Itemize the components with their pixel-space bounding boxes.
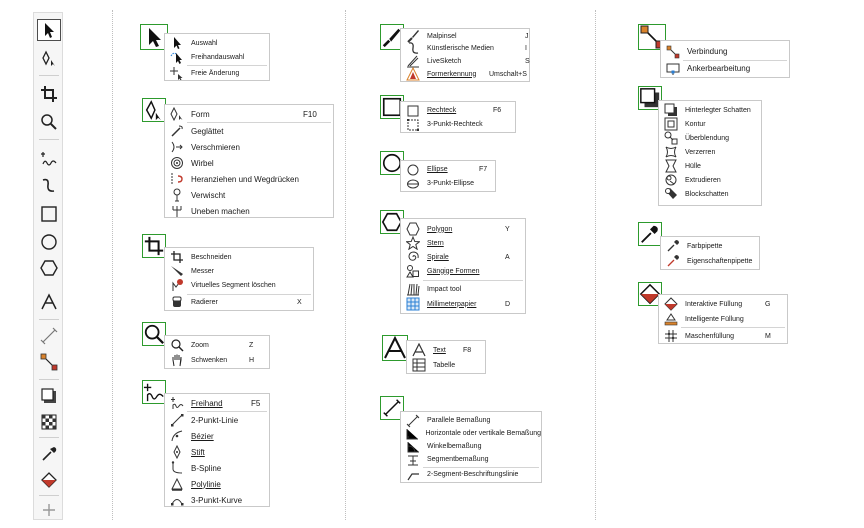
- menu-item-bezier[interactable]: Bézier: [165, 429, 269, 443]
- menu-item-wirbel[interactable]: Wirbel: [165, 156, 333, 170]
- menu-item-2-segment-beschriftungslinie[interactable]: 2-Segment-Beschriftungslinie: [401, 468, 541, 481]
- bezier-icon: [169, 428, 185, 444]
- three-point-curve-icon: [169, 492, 185, 508]
- shape-group-header: [142, 98, 166, 122]
- ellipse-tool-icon[interactable]: [37, 231, 61, 253]
- menu-item-virtuelles-segment[interactable]: Virtuelles Segment löschen: [165, 278, 313, 292]
- freehand-icon: [169, 395, 185, 411]
- menu-item-kontur[interactable]: Kontur: [659, 117, 761, 131]
- crop-group-header: [142, 234, 166, 258]
- roughen-icon: [169, 203, 185, 219]
- menu-item-extrudieren[interactable]: Extrudieren: [659, 173, 761, 187]
- menu-item-heranziehen[interactable]: Heranziehen und Wegdrücken: [165, 172, 333, 186]
- menu-item-tabelle[interactable]: Tabelle: [407, 358, 485, 372]
- freehand-pick-icon: [169, 49, 185, 65]
- menu-item-farbpipette[interactable]: Farbpipette: [661, 239, 759, 253]
- menu-item-stern[interactable]: Stern: [401, 236, 525, 250]
- smudge-icon: [169, 187, 185, 203]
- text-flyout-menu: [406, 340, 486, 374]
- eyedropper-group-header: [638, 222, 662, 246]
- smart-drawing-icon: [405, 66, 421, 82]
- menu-item-messer[interactable]: Messer: [165, 264, 313, 278]
- pen-icon: [169, 444, 185, 460]
- anchor-edit-icon: [665, 61, 681, 77]
- zoom-group-header: [142, 322, 166, 346]
- table-icon: [411, 357, 427, 373]
- menu-item-3-punkt-rechteck[interactable]: 3-Punkt-Rechteck: [401, 118, 515, 131]
- polygon-flyout-menu: [400, 218, 526, 314]
- menu-item-millimeterpapier[interactable]: Millimeterpapier D: [401, 297, 525, 311]
- eyedropper-tool-icon[interactable]: [37, 443, 61, 465]
- media-flyout-menu: [400, 28, 530, 82]
- rectangle-tool-icon[interactable]: [37, 203, 61, 225]
- segment-dimension-icon: [405, 452, 421, 468]
- menu-item-spirale[interactable]: Spirale A: [401, 250, 525, 264]
- shape-icon: [169, 106, 185, 122]
- eyedropper-flyout-menu: [660, 236, 760, 270]
- eraser-icon: [169, 294, 185, 310]
- three-point-rectangle-icon: [405, 117, 421, 133]
- smooth-icon: [169, 123, 185, 139]
- menu-item-text[interactable]: Text F8: [407, 343, 485, 357]
- menu-item-verwischt[interactable]: Verwischt: [165, 188, 333, 202]
- menu-item-rechteck[interactable]: Rechteck F6: [401, 104, 515, 117]
- block-shadow-icon: [663, 186, 679, 202]
- transparency-tool-icon[interactable]: [37, 411, 61, 433]
- menu-item-2-punkt-linie[interactable]: 2-Punkt-Linie: [165, 413, 269, 427]
- dimension-flyout-menu: [400, 411, 542, 483]
- text-icon: [411, 342, 427, 358]
- menu-item-kuenstlerische-medien[interactable]: Künstlerische Medien I: [401, 42, 529, 54]
- menu-item-freie-aenderung[interactable]: Freie Änderung: [165, 66, 269, 80]
- menu-item-uneben-machen[interactable]: Uneben machen: [165, 204, 333, 218]
- menu-item-huelle[interactable]: Hülle: [659, 159, 761, 173]
- freehand-flyout-menu: [164, 393, 270, 507]
- ellipse-flyout-menu: [400, 160, 496, 192]
- graph-paper-icon: [405, 296, 421, 312]
- menu-item-segmentbemassung[interactable]: Segmentbemaßung: [401, 453, 541, 466]
- text-group-header: [382, 335, 408, 361]
- attract-repel-icon: [169, 171, 185, 187]
- menu-item-freihand[interactable]: Freihand F5: [165, 396, 269, 410]
- smear-icon: [169, 139, 185, 155]
- shape-tool-icon[interactable]: [37, 47, 61, 69]
- rectangle-flyout-menu: [400, 101, 516, 133]
- menu-item-b-spline[interactable]: B-Spline: [165, 461, 269, 475]
- menu-item-winkelbemassung[interactable]: Winkelbemaßung: [401, 440, 541, 453]
- menu-item-beschneiden[interactable]: Beschneiden: [165, 250, 313, 264]
- menu-item-stift[interactable]: Stift: [165, 445, 269, 459]
- connector-flyout-menu: [660, 40, 790, 78]
- connector-icon: [665, 44, 681, 60]
- mesh-fill-icon: [663, 328, 679, 344]
- menu-item-horizontale-bemassung[interactable]: Horizontale oder vertikale Bemaßung: [401, 427, 541, 440]
- menu-item-formerkennung[interactable]: Formerkennung Umschalt+S: [401, 68, 529, 80]
- toolbox: [33, 12, 63, 520]
- pan-hand-icon: [169, 352, 185, 368]
- menu-item-gaengige-formen[interactable]: Gängige Formen: [401, 264, 525, 278]
- pick-tool-icon[interactable]: [37, 19, 61, 41]
- crop-tool-icon[interactable]: [37, 83, 61, 105]
- smart-fill-icon: [663, 311, 679, 327]
- menu-item-blockschatten[interactable]: Blockschatten: [659, 187, 761, 201]
- menu-item-schwenken[interactable]: Schwenken H: [165, 353, 269, 367]
- crop-flyout-menu: [164, 247, 314, 311]
- menu-item-verschmieren[interactable]: Verschmieren: [165, 140, 333, 154]
- b-spline-icon: [169, 460, 185, 476]
- color-eyedropper-icon: [665, 238, 681, 254]
- twirl-icon: [169, 155, 185, 171]
- three-point-ellipse-icon: [405, 176, 421, 192]
- connector-tool-icon[interactable]: [37, 351, 61, 373]
- fill-tool-icon[interactable]: [37, 469, 61, 491]
- virtual-segment-delete-icon: [169, 277, 185, 293]
- free-transform-icon: [169, 65, 185, 81]
- menu-item-form[interactable]: Form F10: [165, 107, 333, 121]
- menu-item-hinterlegter-schatten[interactable]: Hinterlegter Schatten: [659, 103, 761, 117]
- menu-item-polygon[interactable]: Polygon Y: [401, 222, 525, 236]
- polygon-tool-icon[interactable]: [37, 257, 61, 279]
- freehand-group-header: [142, 380, 166, 404]
- menu-item-auswahl[interactable]: Auswahl: [165, 36, 269, 50]
- menu-item-3-punkt-kurve[interactable]: 3-Punkt-Kurve: [165, 493, 269, 507]
- pick-flyout-menu: [164, 33, 270, 81]
- add-tool-icon[interactable]: [37, 499, 61, 521]
- zoom-tool-icon[interactable]: [37, 111, 61, 133]
- menu-item-ueberblendung[interactable]: Überblendung: [659, 131, 761, 145]
- menu-item-impact-tool[interactable]: Impact tool: [401, 282, 525, 296]
- menu-item-intelligente-fuellung[interactable]: Intelligente Füllung: [659, 312, 787, 326]
- callout-line-icon: [405, 467, 421, 483]
- menu-item-livesketch[interactable]: LiveSketch S: [401, 55, 529, 67]
- polyline-icon: [169, 476, 185, 492]
- menu-item-freihandauswahl[interactable]: Freihandauswahl: [165, 50, 269, 64]
- dimension-tool-icon[interactable]: [37, 325, 61, 347]
- attributes-eyedropper-icon: [665, 253, 681, 269]
- menu-item-eigenschaftenpipette[interactable]: Eigenschaftenpipette: [661, 254, 759, 268]
- menu-item-ankerbearbeitung[interactable]: Ankerbearbeitung: [661, 61, 789, 76]
- menu-item-3-punkt-ellipse[interactable]: 3-Punkt-Ellipse: [401, 177, 495, 190]
- menu-item-radierer[interactable]: Radierer X: [165, 295, 313, 309]
- menu-item-verbindung[interactable]: Verbindung: [661, 44, 789, 59]
- menu-item-verzerren[interactable]: Verzerren: [659, 145, 761, 159]
- zoom-flyout-menu: [164, 335, 270, 369]
- menu-item-ellipse[interactable]: Ellipse F7: [401, 163, 495, 176]
- menu-item-malpinsel[interactable]: Malpinsel J: [401, 30, 529, 42]
- shape-flyout-menu: [164, 104, 334, 218]
- menu-item-polylinie[interactable]: Polylinie: [165, 477, 269, 491]
- menu-item-geglaettet[interactable]: Geglättet: [165, 124, 333, 138]
- effects-flyout-menu: [658, 100, 762, 206]
- menu-item-interaktive-fuellung[interactable]: Interaktive Füllung G: [659, 297, 787, 311]
- menu-item-parallele-bemassung[interactable]: Parallele Bemaßung: [401, 414, 541, 427]
- menu-item-zoom[interactable]: Zoom Z: [165, 338, 269, 352]
- freehand-tool-icon[interactable]: [37, 147, 61, 169]
- zoom-icon: [169, 337, 185, 353]
- menu-item-maschenfuellung[interactable]: Maschenfüllung M: [659, 329, 787, 343]
- interactive-fill-icon: [663, 296, 679, 312]
- two-point-line-icon: [169, 412, 185, 428]
- impact-tool-icon: [405, 281, 421, 297]
- fill-flyout-menu: [658, 294, 788, 344]
- drop-shadow-tool-icon[interactable]: [37, 385, 61, 407]
- text-tool-icon[interactable]: [37, 291, 61, 313]
- artistic-media-tool-icon[interactable]: [37, 175, 61, 197]
- common-shapes-icon: [405, 263, 421, 279]
